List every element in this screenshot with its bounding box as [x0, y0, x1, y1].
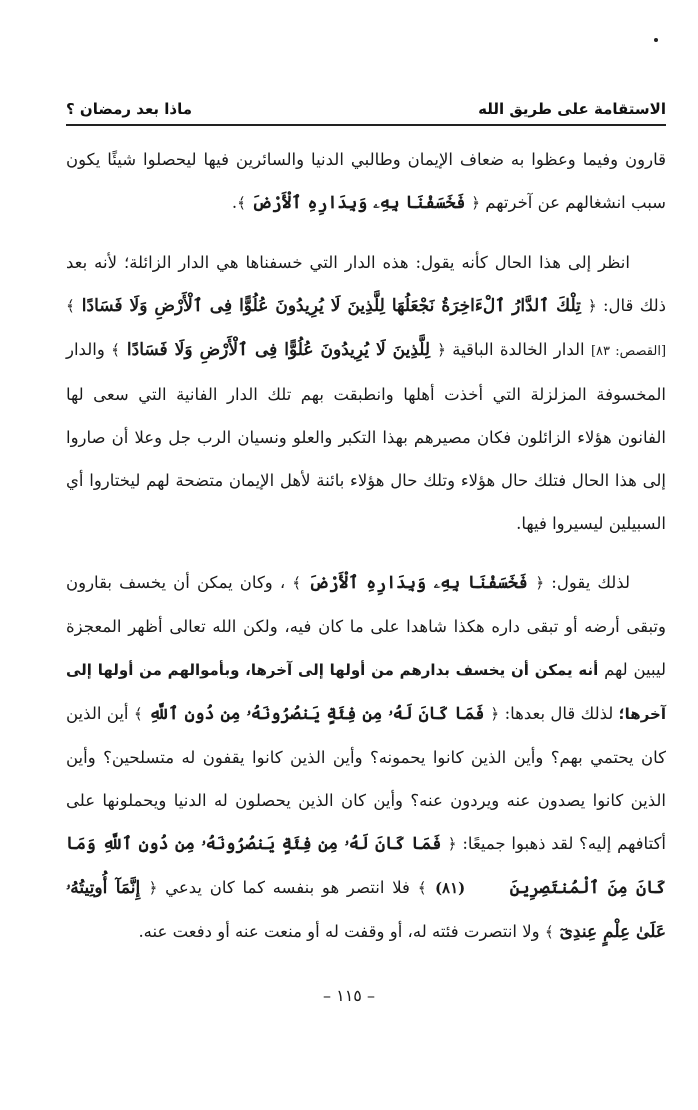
paragraph-text: قارون وفيما وعظوا به ضعاف الإيمان وطالبي الدنيا والسائرين فيها ليحصلوا شيئًا يكون سبب انشغالهم عن آخرتهم — [66, 150, 666, 212]
paragraph-text: ، وكان يمكن أن يخسف بقارون وتبقى أرضه أو تبقى داره هكذا شاهدا على ما كان فيه، ولكن الله تعالى أظهر المعجزة ليبين لهم — [66, 573, 666, 679]
book-title: الاستقامة على طريق الله — [478, 100, 666, 118]
paragraph-text: فلا انتصر هو بنفسه كما كان يدعي — [165, 878, 410, 897]
paragraph-1: قارون وفيما وعظوا به ضعاف الإيمان وطالبي الدنيا والسائرين فيها ليحصلوا شيئًا يكون سبب انشغالهم عن آخرتهم ﴿ فَخَسَفْنَا بِهِۦ وَبِدَارِهِ ٱلْأَرْضَ ﴾. — [66, 150, 666, 213]
quran-quote: ﴿ فَخَسَفْنَا بِهِۦ وَبِدَارِهِ ٱلْأَرْضَ ﴾ — [292, 573, 545, 593]
header-divider — [66, 124, 666, 126]
quran-quote: ﴿ لِلَّذِينَ لَا يُرِيدُونَ عُلُوًّا فِى ٱلْأَرْضِ وَلَا فَسَادًا ﴾ — [111, 340, 446, 360]
paragraph-text: ولا انتصرت فئته له، أو وقفت له أو منعت عنه أو دفعت عنه. — [138, 922, 540, 941]
corner-dot — [654, 38, 658, 42]
quran-quote: ﴿ إِنَّمَآ أُوتِيتُهُۥ عَلَىٰ عِلْمٍ عِندِىٓ ﴾ — [66, 878, 666, 942]
quran-quote: ﴿ تِلْكَ ٱلدَّارُ ٱلْءَاخِرَةُ نَجْعَلُهَا لِلَّذِينَ لَا يُرِيدُونَ عُلُوًّا فِى ٱلْأَرْضِ وَلَا فَسَادًا ﴾ — [66, 296, 597, 316]
paragraph-text: الدار الخالدة الباقية — [452, 340, 585, 359]
quran-quote: ﴿ فَمَا كَانَ لَهُۥ مِن فِئَةٍ يَنصُرُونَهُۥ مِن دُونِ ٱللَّهِ وَمَا كَانَ مِنَ ٱلْمُنتَصِرِينَ (٨١) ﴾ — [66, 834, 666, 898]
quran-quote: ﴿ فَخَسَفْنَا بِهِۦ وَبِدَارِهِ ٱلْأَرْضَ ﴾ — [237, 193, 481, 213]
paragraph-text: والدار المخسوفة المزلزلة التي أخذت أهلها وانطبقت بهم تلك الدار الفانية التي سعى لها الفانون هؤلاء الزائلون فكان مصيرهم بهذا التكبر والعلو ونسيان الرب جل وعلا أن صاروا إلى هذا الحال فتلك حال هؤلاء وتلك حال هؤلاء بائنة لأهل الإيمان متضحة لهم ليختاروا أي السبيلين ليسيروا فيها. — [66, 340, 666, 533]
paragraph-text: انظر إلى هذا الحال كأنه يقول: هذه الدار التي خسفناها هي الدار الزائلة؛ لأنه بعد ذلك قال: — [66, 253, 666, 315]
page-number: – ١١٥ – — [323, 986, 375, 1005]
quran-quote: ﴿ فَمَا كَانَ لَهُۥ مِن فِئَةٍ يَنصُرُونَهُۥ مِن دُونِ ٱللَّهِ ﴾ — [133, 704, 500, 724]
emphasized-text: أنه يمكن أن يخسف بدارهم من أولها إلى آخرها، وبأموالهم من أولها إلى آخرها؛ — [66, 661, 666, 723]
chapter-title: ماذا بعد رمضان ؟ — [66, 100, 193, 118]
paragraph-text: لذلك يقول: — [551, 573, 630, 592]
surah-reference: [القصص: ٨٣] — [590, 344, 667, 359]
paragraph-text: لذلك قال بعدها: — [504, 704, 614, 723]
paragraph-3 — [66, 561, 666, 954]
page-body — [66, 138, 666, 954]
ayah-number-marker: (٨١) — [434, 879, 466, 897]
paragraph-2 — [66, 241, 666, 545]
running-header — [66, 84, 666, 118]
paragraph-text: أين الذين كان يحتمي بهم؟ وأين الذين كانوا يحمونه؟ وأين الذين كانوا يقفون له متسلحين؟ وأين الذين كانوا يصدون عنه ويردون عنه؟ وأين كان الذين يحصلون له الدنيا ويحملونها على أكتافهم إليه؟ لقد ذهبوا جميعًا: — [66, 704, 667, 853]
